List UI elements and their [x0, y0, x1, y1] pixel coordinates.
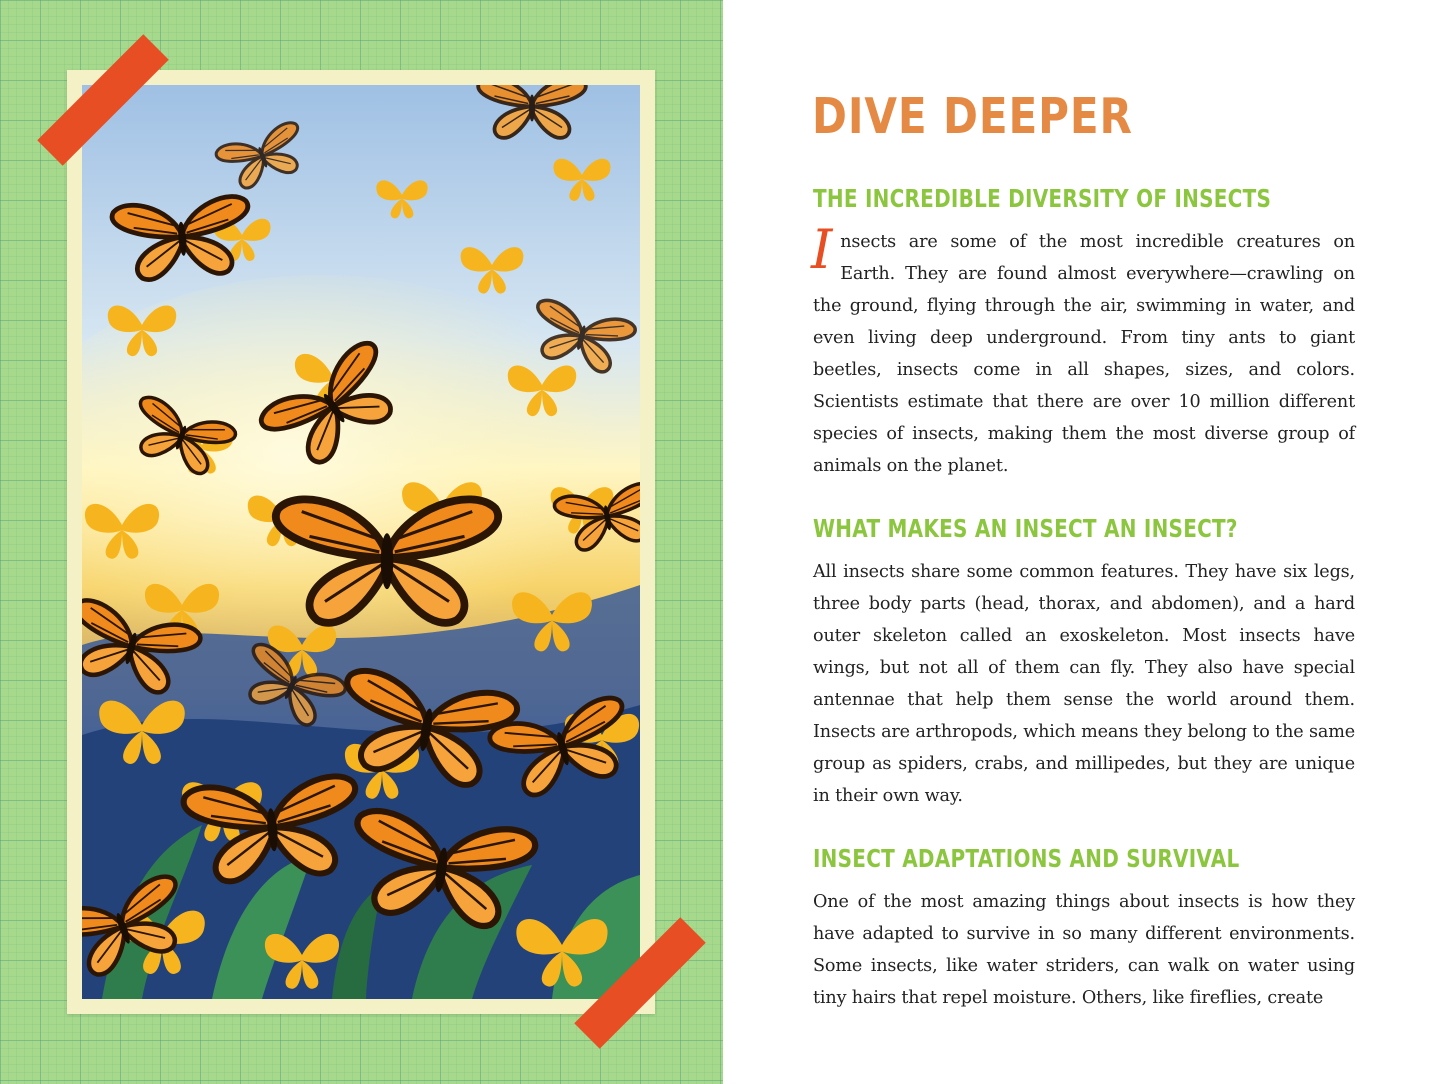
page-title: DIVE DEEPER: [812, 88, 1133, 145]
section-heading: WHAT MAKES AN INSECT AN INSECT?: [813, 514, 1238, 543]
section-adaptations: [813, 842, 1355, 1014]
section-body-text: nsects are some of the most incredible creatures on Earth. They are found almost everywhere—crawling on the ground, flying through the air, swimming in water, and even living deep underground. From tiny ants to giant beetles, insects come in all shapes, sizes, and colors. Scientists estimate that there are over 10 million different species of insects, making them the most diverse group of animals on the planet.: [813, 232, 1355, 476]
section-body: All insects share some common features. They have six legs, three body parts (head, thorax, and abdomen), and a hard outer skeleton called an exoskeleton. Most insects have wings, but not all of them can fly. They also have special antennae that help them sense the world around them. Insects are arthropods, which means they belong to the same group as spiders, crabs, and millipedes, but they are unique in their own way.: [813, 562, 1355, 806]
section-what-makes-an-insect: [813, 512, 1355, 812]
section-heading: INSECT ADAPTATIONS AND SURVIVAL: [813, 844, 1240, 873]
section-heading: THE INCREDIBLE DIVERSITY OF INSECTS: [813, 184, 1272, 213]
illustration-frame: [67, 70, 655, 1014]
dropcap-letter: I: [811, 218, 833, 281]
right-page: [723, 0, 1445, 1084]
section-diversity: [813, 182, 1355, 482]
section-body: One of the most amazing things about insects is how they have adapted to survive in so many different environments. Some insects, like water striders, can walk on water using tiny hairs that repel moisture. Others, like fireflies, create: [813, 892, 1355, 1008]
butterfly-illustration: [82, 85, 640, 999]
section-body: [811, 218, 1355, 482]
